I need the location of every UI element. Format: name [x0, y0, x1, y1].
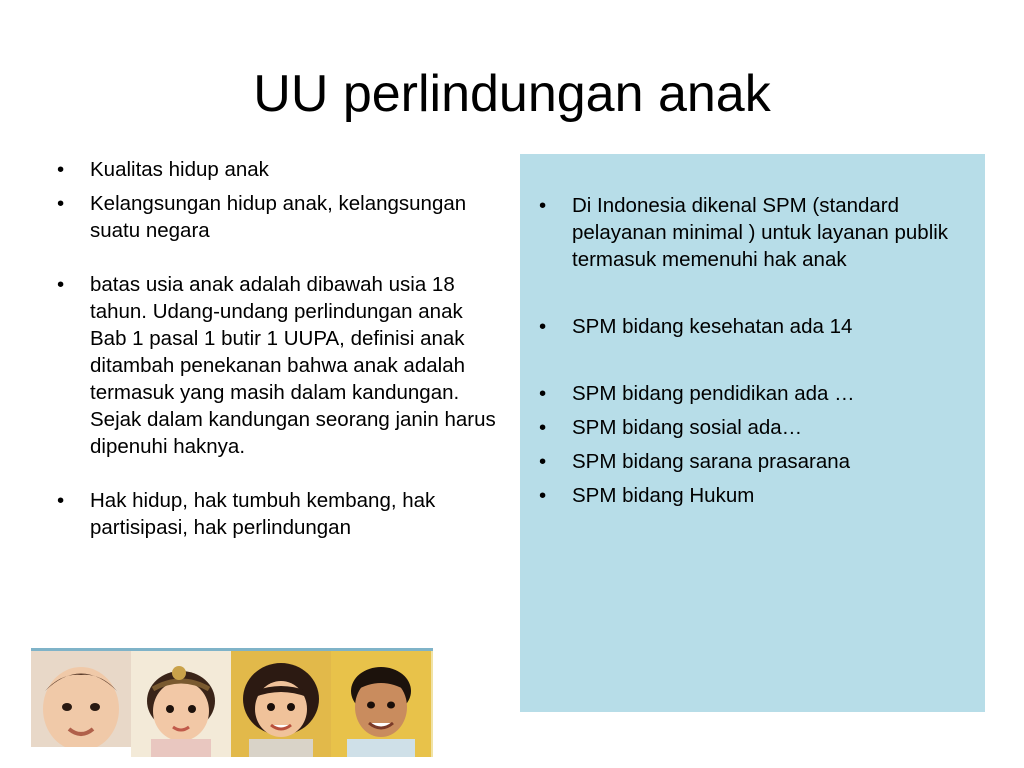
right-bullet-item: • Di Indonesia dikenal SPM (standard pelayanan minimal ) untuk layanan publik termasuk memenuhi hak anak [530, 192, 960, 273]
right-bullet-item: • SPM bidang sosial ada… [530, 414, 960, 441]
left-bullet-item: • batas usia anak adalah dibawah usia 18 tahun. Udang-undang perlindungan anak Bab 1 pasal 1 butir 1 UUPA, definisi anak ditambah penekanan bahwa anak adalah termasuk yang masih dalam kandungan. Sejak dalam kandungan seorang janin harus dipenuhi haknya. [48, 271, 498, 460]
girl-photo [231, 651, 331, 757]
boy-photo [331, 651, 431, 757]
slide-title: UU perlindungan anak [253, 65, 771, 123]
left-bullet-list [48, 156, 498, 541]
right-bullet-list [530, 192, 960, 509]
toddler-girl-headband-photo [131, 651, 231, 757]
right-bullet-item: • SPM bidang pendidikan ada … [530, 380, 960, 407]
baby-photo [31, 651, 131, 757]
left-bullet-item: • Kualitas hidup anak [48, 156, 498, 183]
left-bullet-item: • Kelangsungan hidup anak, kelangsungan suatu negara [48, 190, 498, 244]
right-bullet-item: • SPM bidang kesehatan ada 14 [530, 313, 960, 340]
children-photo-strip [31, 648, 433, 757]
right-bullet-item: • SPM bidang Hukum [530, 482, 960, 509]
right-bullet-list-container [530, 192, 960, 516]
left-bullet-list-container [48, 156, 498, 548]
left-bullet-item: • Hak hidup, hak tumbuh kembang, hak partisipasi, hak perlindungan [48, 487, 498, 541]
right-bullet-item: • SPM bidang sarana prasarana [530, 448, 960, 475]
